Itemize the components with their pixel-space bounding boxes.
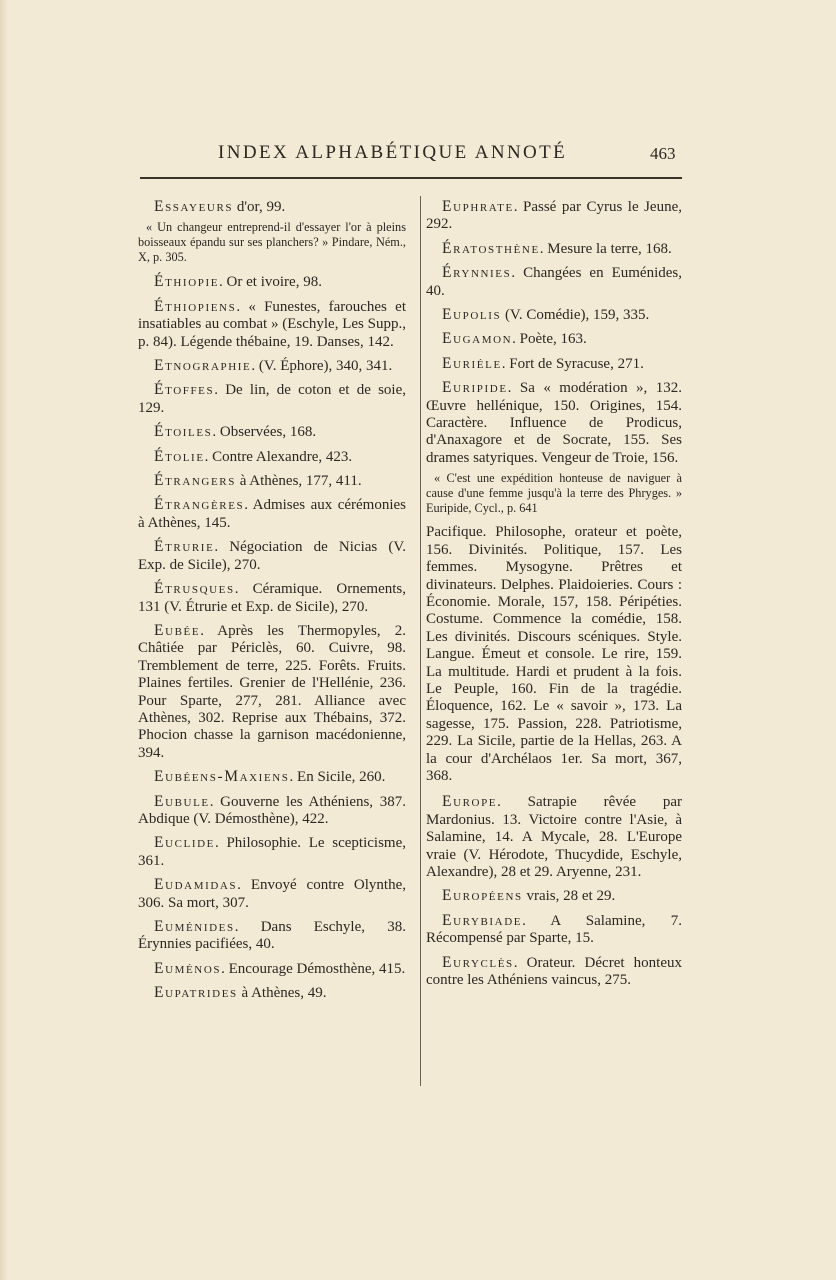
index-entry xyxy=(138,273,406,291)
entry-text: . Orateur. Décret honteux contre les Athéniens vaincus, 275. xyxy=(426,954,682,989)
entry-text: . Encourage Démosthène, 415. xyxy=(221,960,406,977)
entry-headword: Érynnies xyxy=(442,264,512,282)
index-entry xyxy=(138,496,406,532)
entry-headword: Européens xyxy=(442,887,523,905)
index-entry xyxy=(138,793,406,829)
right-column xyxy=(426,198,682,995)
entry-headword: Eudamidas xyxy=(154,876,238,894)
entry-text: . « Funestes, farouches et insatiables au combat » (Eschyle, Les Supp., p. 84). Légende thébaine, 19. Danses, 142. xyxy=(138,298,406,350)
entry-headword: Ératosthène xyxy=(442,239,540,257)
index-entry xyxy=(426,198,682,234)
entry-text: . Satrapie rêvée par Mardonius. 13. Victoire contre l'Asie, à Salamine, 14. A Mycale, 28. L'Europe vraie (V. Hérodote, Thucydide, Eschyle, Alexandre), 28 et 29. Aryenne, 231. xyxy=(426,794,682,880)
index-entry xyxy=(426,379,682,467)
header-rule xyxy=(140,177,682,179)
entry-headword: Etnographie xyxy=(154,357,252,375)
index-entry xyxy=(138,423,406,441)
entry-headword: Euryclès xyxy=(442,953,514,971)
index-entry xyxy=(138,198,406,216)
index-entry xyxy=(426,330,682,348)
entry-headword: Euclide xyxy=(154,834,215,852)
entry-text: . Philosophie. Le scepticisme, 361. xyxy=(138,835,406,869)
entry-text: . Mesure la terre, 168. xyxy=(539,240,672,257)
entry-text: à Athènes, 49. xyxy=(237,985,327,1002)
index-entry xyxy=(138,960,406,978)
index-entry xyxy=(426,355,682,373)
index-entry xyxy=(138,834,406,870)
entry-headword: Euriéle xyxy=(442,354,502,372)
entry-headword: Euripide xyxy=(442,379,508,397)
entry-text: . Observées, 168. xyxy=(212,424,317,441)
index-entry xyxy=(138,448,406,466)
index-entry xyxy=(138,768,406,786)
entry-headword: Eugamon xyxy=(442,330,513,348)
index-entry xyxy=(138,298,406,351)
entry-text: . Changées en Euménides, 40. xyxy=(426,265,682,299)
entry-headword: Étoffes xyxy=(154,381,215,399)
entry-text: à Athènes, 177, 411. xyxy=(235,473,362,490)
index-entry xyxy=(138,580,406,616)
index-entry xyxy=(138,918,406,954)
index-entry xyxy=(426,793,682,881)
entry-headword: Eurybiade xyxy=(442,911,523,929)
entry-text: . Gouverne les Athéniens, 387. Abdique (V. Démosthène), 422. xyxy=(138,793,406,827)
index-entry xyxy=(138,472,406,490)
entry-text: . Poète, 163. xyxy=(512,331,587,348)
entry-text: . Admises aux cérémonies à Athènes, 145. xyxy=(138,497,406,531)
running-header-title: INDEX ALPHABÉTIQUE ANNOTÉ xyxy=(218,142,568,163)
page-edge-shadow xyxy=(0,0,8,1280)
entry-text: . Négociation de Nicias (V. Exp. de Sicile), 270. xyxy=(138,539,406,573)
entry-headword: Euménos xyxy=(154,959,222,977)
index-entry xyxy=(426,887,682,905)
left-column xyxy=(138,198,406,1009)
entry-quote: « C'est une expédition honteuse de naviguer à cause d'une femme jusqu'à la terre des Phryges. » Euripide, Cycl., p. 641 xyxy=(426,471,682,516)
entry-headword: Essayeurs xyxy=(154,198,234,215)
entry-headword: Eubée xyxy=(154,621,201,639)
entry-headword: Eubule xyxy=(154,792,210,810)
entry-text: . Contre Alexandre, 423. xyxy=(204,448,353,465)
entry-text: . (V. Éphore), 340, 341. xyxy=(251,358,393,375)
column-divider xyxy=(420,196,421,1086)
entry-text: . A Salamine, 7. Récompensé par Sparte, 15. xyxy=(426,912,682,947)
entry-text: . Passé par Cyrus le Jeune, 292. xyxy=(426,199,682,233)
entry-text: . De lin, de coton et de soie, 129. xyxy=(138,382,406,416)
entry-text: . Fort de Syracuse, 271. xyxy=(501,355,644,372)
entry-text: d'or, 99. xyxy=(233,199,286,215)
index-entry xyxy=(138,381,406,417)
entry-headword: Étolie xyxy=(154,447,205,465)
entry-headword: Étrusques xyxy=(154,580,235,598)
index-entry xyxy=(426,306,682,324)
entry-headword: Éthiopie xyxy=(154,273,220,291)
index-entry xyxy=(138,984,406,1002)
index-entry xyxy=(426,240,682,258)
entry-text: . Envoyé contre Olynthe, 306. Sa mort, 307. xyxy=(138,877,406,911)
index-entry xyxy=(138,357,406,375)
entry-headword: Étoiles xyxy=(154,423,213,441)
index-entry xyxy=(138,622,406,762)
entry-headword: Eupatrides xyxy=(154,984,238,1002)
entry-text: (V. Comédie), 159, 335. xyxy=(501,307,650,324)
entry-headword: Étrangères xyxy=(154,496,245,514)
entry-text: . Dans Eschyle, 38. Érynnies pacifiées, 40. xyxy=(138,919,406,953)
entry-headword: Éthiopiens xyxy=(154,297,237,315)
index-entry xyxy=(426,954,682,990)
entry-text: vrais, 28 et 29. xyxy=(522,888,616,905)
entry-headword: Euphrate xyxy=(442,198,514,215)
entry-headword: Étrurie xyxy=(154,538,215,556)
entry-text: . Céramique. Ornements, 131 (V. Étrurie et Exp. de Sicile), 270. xyxy=(138,581,406,615)
entry-text: . Sa « modération », 132. Œuvre hellénique, 150. Origines, 154. Caractère. Influence de Prodicus, d'Anaxagore et de Socrate, 155. Ses drames satyriques. Vengeur de Troie, 156. xyxy=(426,380,682,466)
entry-headword: Euménides xyxy=(154,918,235,935)
index-entry xyxy=(138,876,406,912)
entry-text: . Or et ivoire, 98. xyxy=(219,274,322,291)
entry-continuation: Pacifique. Philosophe, orateur et poète, 156. Divinités. Politique, 157. Les femmes. Mysogyne. Prêtres et divinateurs. Delphes. Plaidoieries. Cours : Économie. Morale, 157, 158. Péripéties. Costume. Commence la comédie, 158. Les divinités. Discours scéniques. Style. Langue. Émeut et console. Le rire, 159. La multitude. Hardi et prudent à la fois. Le Peuple, 160. Fin de la tragédie. Éloquence, 162. Le « savoir », 173. La sagesse, 175. Passion, 228. Patriotisme, 229. La Sicile, partie de la Hellas, 263. A la cour d'Archélaos 1er. Sa mort, 367, 368. xyxy=(426,524,682,784)
page-number: 463 xyxy=(650,144,676,163)
entry-headword: Europe xyxy=(442,793,498,811)
index-entry xyxy=(138,538,406,574)
index-entry xyxy=(426,264,682,300)
entry-text: . En Sicile, 260. xyxy=(289,769,386,786)
entry-headword: Étrangers xyxy=(154,472,236,490)
entry-quote: « Un changeur entreprend-il d'essayer l'or à pleins boisseaux épandu sur ses planchers? » Pindare, Ném., X, p. 305. xyxy=(138,220,406,265)
index-entry xyxy=(426,912,682,948)
entry-headword: Eupolis xyxy=(442,306,502,324)
entry-headword: Eubéens-Maxiens xyxy=(154,768,290,786)
entry-text: . Après les Thermopyles, 2. Châtiée par Périclès, 60. Cuivre, 98. Tremblement de terre, 225. Forêts. Fruits. Plaines fertiles. Grenier de l'Hellénie, 236. Pour Sparte, 277, 281. Alliance avec Athènes, 302. Reprise aux Thébains, 372. Phocion chasse la garnison macédonienne, 394. xyxy=(138,622,406,761)
